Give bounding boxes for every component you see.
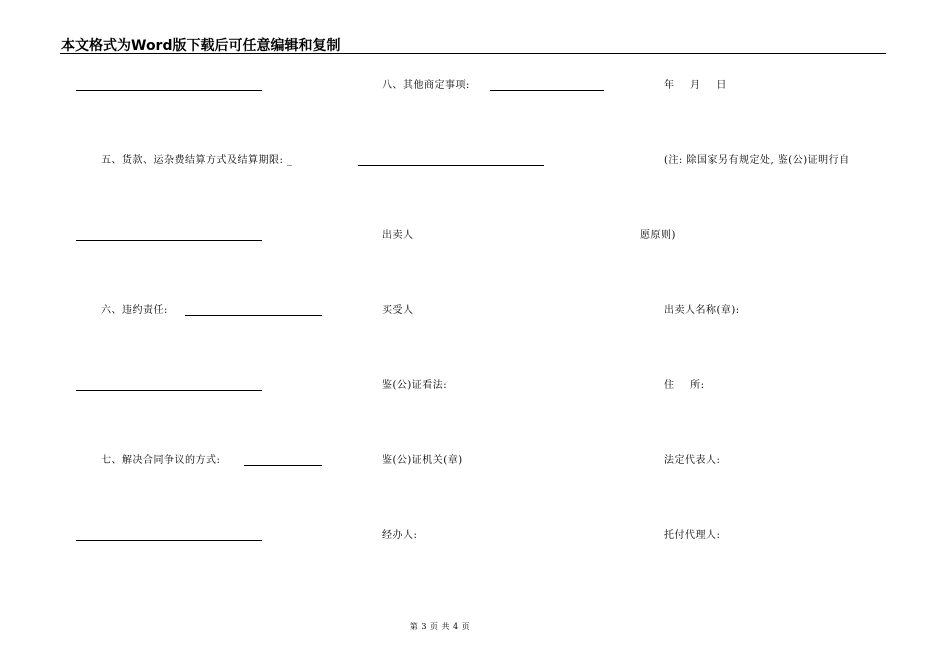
header-rule <box>60 53 886 54</box>
note-line-2: 愿原则) <box>640 230 676 241</box>
agent-label: 托付代理人: <box>664 530 721 541</box>
blank-line-left-1 <box>76 90 262 91</box>
blank-line-item-8 <box>490 90 604 91</box>
legal-representative-label: 法定代表人: <box>664 455 721 466</box>
blank-line-left-4 <box>76 540 262 541</box>
blank-line-left-3 <box>76 390 262 391</box>
item-5-payment-terms: 五、货款、运杂费结算方式及结算期限: _ <box>101 155 293 166</box>
item-8-other-matters: 八、其他商定事项: <box>382 80 470 91</box>
notary-office-label: 鉴(公)证机关(章) <box>382 455 463 466</box>
blank-line-item-7 <box>244 465 322 466</box>
blank-line-middle-1 <box>358 165 544 166</box>
address-label: 住 所: <box>664 380 705 391</box>
item-6-breach-liability: 六、违约责任: <box>101 305 168 316</box>
notary-opinion-label: 鉴(公)证看法: <box>382 380 448 391</box>
handler-label: 经办人: <box>382 530 418 541</box>
seller-name-label: 出卖人名称(章): <box>664 305 740 316</box>
seller-label: 出卖人 <box>382 230 414 241</box>
page-number: 第 3 页 共 4 页 <box>409 622 471 631</box>
buyer-label: 买受人 <box>382 305 414 316</box>
blank-line-item-6 <box>185 315 322 316</box>
blank-line-left-2 <box>76 240 262 241</box>
item-7-dispute-resolution: 七、解决合同争议的方式: <box>101 455 221 466</box>
date-label: 年 月 日 <box>664 80 727 91</box>
header-title: 本文格式为Word版下载后可任意编辑和复制 <box>61 38 341 54</box>
note-line-1: (注: 除国家另有规定处, 鉴(公)证明行自 <box>664 155 850 166</box>
